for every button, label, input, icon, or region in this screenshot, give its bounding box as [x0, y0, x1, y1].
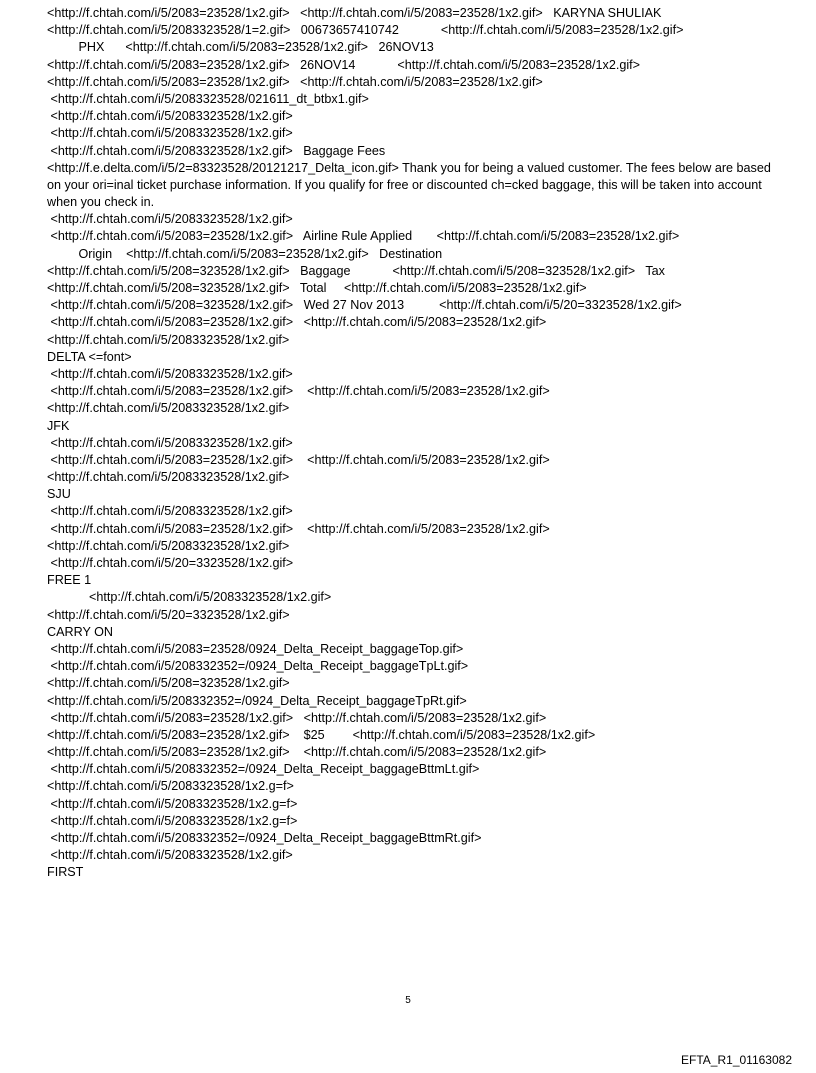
text-line: <http://f.chtah.com/i/5/2083323528/1x2.gif>	[47, 435, 293, 450]
text-line: <http://f.chtah.com/i/5/2083323528/021611_dt_btbx1.gif>	[47, 91, 369, 106]
text-line: FREE 1	[47, 573, 92, 588]
text-line: <http://f.chtah.com/i/5/2083323528/1=2.gif> 00673657410742 <http://f.chtah.com/i/5/2083=23528/1x2.gif>	[47, 23, 684, 38]
text-line: <http://f.chtah.com/i/5/208332352=/0924_Delta_Receipt_baggageBttmRt.gif>	[47, 831, 482, 846]
text-line: <http://f.chtah.com/i/5/208332352=/0924_Delta_Receipt_baggageTpRt.gif>	[47, 693, 467, 708]
text-line: <http://f.chtah.com/i/5/2083=23528/1x2.gif> <http://f.chtah.com/i/5/2083=23528/1x2.gif>	[47, 452, 550, 467]
text-line: Origin <http://f.chtah.com/i/5/2083=23528/1x2.gif> Destination	[47, 246, 443, 261]
text-line: <http://f.chtah.com/i/5/2083=23528/1x2.gif> <http://f.chtah.com/i/5/2083=23528/1x2.gif>	[47, 315, 547, 330]
text-line: <http://f.chtah.com/i/5/2083323528/1x2.gif>	[47, 848, 293, 863]
text-line: PHX <http://f.chtah.com/i/5/2083=23528/1x2.gif> 26NOV13	[47, 40, 434, 55]
text-line: DELTA <=font>	[47, 349, 132, 364]
text-line: <http://f.chtah.com/i/5/2083323528/1x2.gif>	[47, 470, 290, 485]
document-id-stamp: EFTA_R1_01163082	[681, 1053, 792, 1067]
text-line: <http://f.chtah.com/i/5/208332352=/0924_Delta_Receipt_baggageTpLt.gif>	[47, 659, 469, 674]
text-line: JFK	[47, 418, 70, 433]
text-line: FIRST	[47, 865, 84, 880]
text-line: <http://f.chtah.com/i/5/20=3323528/1x2.gif>	[47, 556, 294, 571]
text-line: CARRY ON	[47, 624, 114, 639]
text-line: <http://f.chtah.com/i/5/2083323528/1x2.gif>	[47, 590, 332, 605]
text-line: <http://f.chtah.com/i/5/2083=23528/1x2.gif> Airline Rule Applied <http://f.chtah.com/i/5/2083=23528/1x2.gif>	[47, 229, 680, 244]
text-line: <http://f.chtah.com/i/5/208332352=/0924_Delta_Receipt_baggageBttmLt.gif>	[47, 762, 480, 777]
text-line: <http://f.chtah.com/i/5/2083323528/1x2.g=f>	[47, 813, 298, 828]
text-line: <http://f.chtah.com/i/5/208=323528/1x2.gif>	[47, 676, 290, 691]
text-line: <http://f.chtah.com/i/5/2083323528/1x2.g=f>	[47, 796, 298, 811]
text-line: <http://f.chtah.com/i/5/2083323528/1x2.gif>	[47, 366, 293, 381]
customer-message-paragraph: <http://f.e.delta.com/i/5/2=83323528/20121217_Delta_icon.gif> Thank you for being a valued customer. The fees below are based on your ori=inal ticket purchase information. If you qualify for free or discounted ch=cked baggage, this will be taken into account when you check in.	[47, 160, 771, 210]
text-line: <http://f.chtah.com/i/5/2083=23528/1x2.gif> <http://f.chtah.com/i/5/2083=23528/1x2.gif>	[47, 745, 547, 760]
text-line: <http://f.chtah.com/i/5/2083323528/1x2.gif>	[47, 109, 293, 124]
text-line: SJU	[47, 487, 71, 502]
text-line: <http://f.chtah.com/i/5/2083=23528/1x2.gif> 26NOV14 <http://f.chtah.com/i/5/2083=23528/1x2.gif>	[47, 57, 640, 72]
text-line: <http://f.chtah.com/i/5/2083=23528/1x2.gif> <http://f.chtah.com/i/5/2083=23528/1x2.gif>	[47, 74, 543, 89]
text-line: <http://f.chtah.com/i/5/2083=23528/1x2.gif> $25 <http://f.chtah.com/i/5/2083=23528/1x2.gif>	[47, 727, 596, 742]
text-line: <http://f.chtah.com/i/5/2083=23528/1x2.gif> <http://f.chtah.com/i/5/2083=23528/1x2.gif>	[47, 384, 550, 399]
text-line: <http://f.chtah.com/i/5/2083323528/1x2.gif>	[47, 538, 290, 553]
page-number: 5	[405, 995, 411, 1006]
text-line: <http://f.chtah.com/i/5/2083=23528/1x2.gif> <http://f.chtah.com/i/5/2083=23528/1x2.gif> KARYNA SHULIAK	[47, 6, 662, 20]
text-line: <http://f.chtah.com/i/5/2083323528/1x2.g=f>	[47, 779, 294, 794]
text-line: <http://f.chtah.com/i/5/2083323528/1x2.gif>	[47, 504, 293, 519]
text-line: <http://f.chtah.com/i/5/208=323528/1x2.gif> Total <http://f.chtah.com/i/5/2083=23528/1x2.gif>	[47, 281, 587, 296]
text-line: <http://f.chtah.com/i/5/2083=23528/1x2.gif> <http://f.chtah.com/i/5/2083=23528/1x2.gif>	[47, 710, 547, 725]
text-line: <http://f.chtah.com/i/5/208=323528/1x2.gif> Wed 27 Nov 2013 <http://f.chtah.com/i/5/20=3323528/1x2.gif>	[47, 298, 682, 313]
text-line: <http://f.chtah.com/i/5/2083=23528/0924_Delta_Receipt_baggageTop.gif>	[47, 641, 464, 656]
text-line: <http://f.chtah.com/i/5/20=3323528/1x2.gif>	[47, 607, 290, 622]
text-line: <http://f.chtah.com/i/5/2083323528/1x2.gif> Baggage Fees	[47, 143, 386, 158]
text-line: <http://f.chtah.com/i/5/208=323528/1x2.gif> Baggage <http://f.chtah.com/i/5/208=323528/1x2.gif> Tax	[47, 263, 665, 278]
text-line: <http://f.chtah.com/i/5/2083323528/1x2.gif>	[47, 212, 293, 227]
text-line: <http://f.chtah.com/i/5/2083323528/1x2.gif>	[47, 126, 293, 141]
text-line: <http://f.chtah.com/i/5/2083323528/1x2.gif>	[47, 332, 290, 347]
document-body	[47, 5, 787, 882]
text-line: <http://f.chtah.com/i/5/2083=23528/1x2.gif> <http://f.chtah.com/i/5/2083=23528/1x2.gif>	[47, 521, 550, 536]
text-line: <http://f.chtah.com/i/5/2083323528/1x2.gif>	[47, 401, 290, 416]
